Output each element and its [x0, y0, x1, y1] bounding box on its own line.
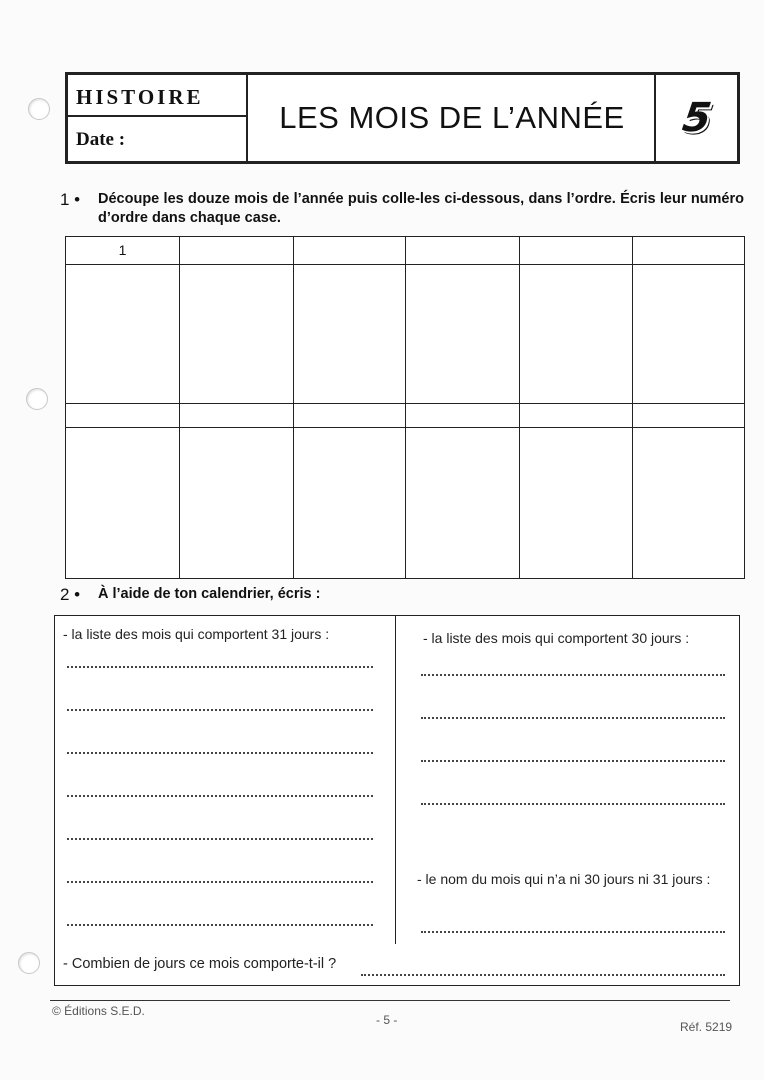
exercise-1-instruction [60, 190, 744, 228]
lesson-number: 5 [679, 95, 714, 141]
grid-column-divider [632, 237, 633, 578]
grid-column-divider [179, 237, 180, 578]
page-number: - 5 - [376, 1013, 398, 1027]
answer-line-30[interactable] [421, 760, 725, 762]
answer-line-31[interactable] [67, 709, 373, 711]
grid-row-divider [66, 264, 744, 265]
months-30-label: - la liste des mois qui comportent 30 jours : [423, 630, 690, 646]
grid-row-divider [66, 403, 744, 404]
reference-number: Réf. 5219 [680, 1020, 733, 1034]
answer-line-30[interactable] [421, 674, 725, 676]
answer-line-other-month[interactable] [421, 931, 725, 933]
grid-column-divider [519, 237, 520, 578]
exercise-1-number: 1 • [60, 190, 81, 209]
copyright: © Éditions S.E.D. [52, 1004, 145, 1018]
binder-hole-top [28, 98, 50, 120]
grid-row-divider [66, 427, 744, 428]
days-question-box [54, 944, 740, 986]
lesson-number-badge [654, 75, 737, 161]
footer-divider [50, 1000, 730, 1001]
exercise-2-box [54, 615, 740, 945]
answer-line-31[interactable] [67, 881, 373, 883]
binder-hole-middle [26, 388, 48, 410]
subject-label: HISTOIRE [68, 75, 246, 117]
date-label[interactable]: Date : [76, 129, 126, 150]
days-question-label: - Combien de jours ce mois comporte-t-il ? [63, 956, 337, 972]
binder-hole-bottom [18, 952, 40, 974]
grid-column-divider [293, 237, 294, 578]
month-other-label: - le nom du mois qui n’a ni 30 jours ni 31 jours : [417, 871, 711, 887]
answer-line-30[interactable] [421, 803, 725, 805]
answer-line-31[interactable] [67, 795, 373, 797]
answer-line-31[interactable] [67, 838, 373, 840]
grid-column-divider [405, 237, 406, 578]
page-title: LES MOIS DE L’ANNÉE [279, 100, 625, 135]
grid-cell-number[interactable]: 1 [118, 242, 127, 258]
exercise-2-number: 2 • [60, 585, 81, 604]
header-left-block [68, 75, 248, 161]
answer-line-31[interactable] [67, 752, 373, 754]
answer-line-31[interactable] [67, 924, 373, 926]
days-answer-line[interactable] [361, 974, 725, 976]
months-grid [65, 236, 745, 579]
answer-line-30[interactable] [421, 717, 725, 719]
months-31-label: - la liste des mois qui comportent 31 jours : [63, 626, 330, 642]
box-divider [395, 616, 396, 944]
answer-line-31[interactable] [67, 666, 373, 668]
exercise-2-text: À l’aide de ton calendrier, écris : [98, 586, 321, 602]
worksheet-header [65, 72, 740, 164]
exercise-2-instruction [60, 585, 744, 604]
exercise-1-text: Découpe les douze mois de l’année puis colle-les ci-dessous, dans l’ordre. Écris leur numéro d’ordre dans chaque case. [98, 191, 744, 226]
